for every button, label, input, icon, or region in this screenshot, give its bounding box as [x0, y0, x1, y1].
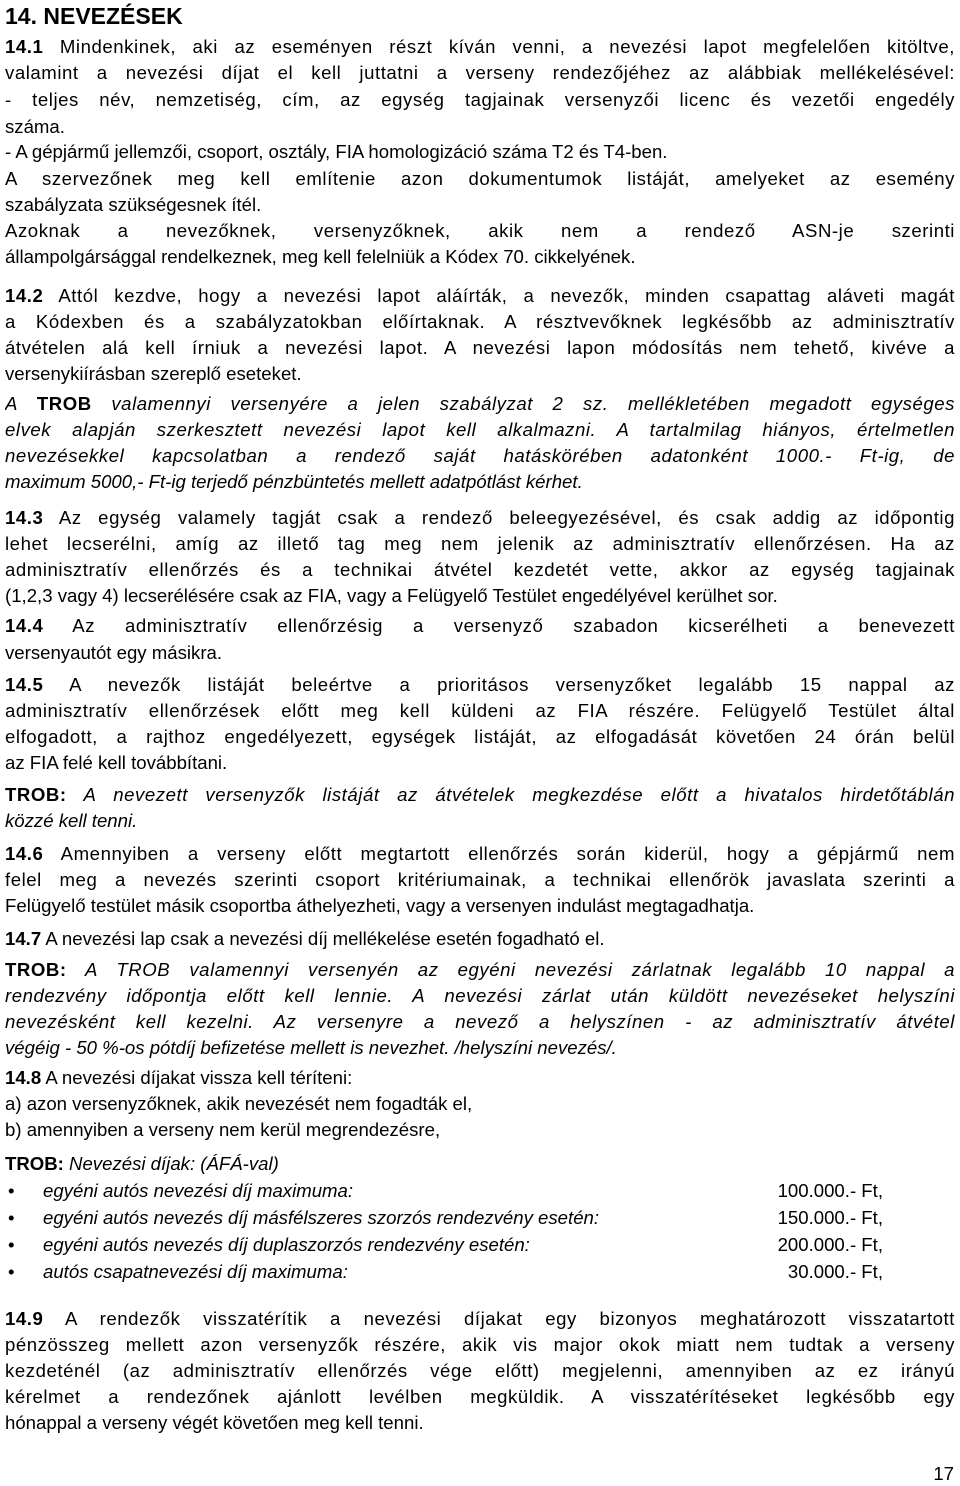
- text-line: [5, 673, 955, 697]
- bullet-icon: •: [8, 1234, 15, 1255]
- text-run: állampolgársággal rendelkeznek, meg kell felelniük a Kódex 70. cikkelyének.: [5, 246, 636, 267]
- text-run: Mindenkinek, aki az eseményen részt kíván venni, a nevezési lapot megfelelően kitöltve,: [43, 36, 955, 57]
- text-run: kezdeténél (az adminisztratív ellenőrzés vége előtt) megjelenni, amennyiben az ez irányú: [5, 1360, 955, 1381]
- text-line: [5, 193, 955, 217]
- text-run: A nevezők listáját beleértve a prioritásos versenyzőket legalább 15 nappal az: [43, 674, 955, 695]
- bold-run: 14.6: [5, 843, 44, 864]
- italic-run: Nevezési díjak: (ÁFÁ-val): [63, 1153, 279, 1174]
- italic-run: közzé kell tenni.: [5, 810, 138, 831]
- italic-run: maximum 5000,- Ft-ig terjedő pénzbüntetés mellett adatpótlást kérhet.: [5, 471, 583, 492]
- italic-run: A TROB valamennyi versenyén az egyéni nevezési zárlatnak legalább 10 nappal a: [66, 959, 955, 980]
- text-run: a Kódexben és a szabályzatokban előírtaknak. A résztvevőknek legkésőbb az adminisztratív: [5, 311, 955, 332]
- text-line: [5, 1066, 955, 1090]
- text-line: [5, 984, 955, 1008]
- text-line: [5, 699, 955, 723]
- italic-run: A nevezett versenyzők listáját az átvételek megkezdése előtt a hivatalos hirdetőtáblán: [66, 784, 955, 805]
- text-run: Attól kezdve, hogy a nevezési lapot aláírták, a nevezők, minden csapattag aláveti magát: [43, 285, 955, 306]
- text-run: átvételen alá kell írniuk a nevezési lapot. A nevezési lapon módosítás nem tehető, kivéve a: [5, 337, 955, 358]
- fee-item: [0, 1179, 960, 1203]
- text-line: [5, 1411, 955, 1435]
- text-run: valamint a nevezési díjat el kell juttatni a verseny rendezőjéhez az alábbiak mellékelésével:: [5, 62, 955, 83]
- text-line: [5, 35, 955, 59]
- text-line: [5, 641, 955, 665]
- text-run: Az egység valamely tagját csak a rendező beleegyezésével, és csak addig az időpontig: [43, 507, 955, 528]
- text-line: [5, 219, 955, 243]
- italic-run: nevezésekkel kapcsolatban a rendező saját hatáskörében adatonként 1000.- Ft-ig, de: [5, 445, 955, 466]
- text-line: [5, 362, 955, 386]
- bold-run: 14.4: [5, 615, 44, 636]
- italic-run: végéig - 50 %-os pótdíj befizetése mellett is nevezhet. /helyszíni nevezés/.: [5, 1037, 617, 1058]
- text-line: [5, 284, 955, 308]
- text-line: [5, 842, 955, 866]
- italic-run: elvek alapján szerkesztett nevezési lapot kell alkalmazni. A tartalmilag hiányos, értelmetlen: [5, 419, 955, 440]
- text-line: [5, 88, 955, 112]
- bold-run: 14.7: [5, 928, 42, 949]
- text-line: [5, 1118, 955, 1142]
- fee-amount: 100.000.- Ft,: [777, 1180, 883, 1201]
- fee-label: egyéni autós nevezés díj duplaszorzós rendezvény esetén:: [43, 1234, 530, 1255]
- text-line: [5, 506, 955, 530]
- text-run: lehet lecserélni, amíg az illető tag meg nem jelenik az adminisztratív ellenőrzésen. Ha az: [5, 533, 955, 554]
- bold-run: 14.1: [5, 36, 44, 57]
- text-line: [5, 392, 955, 416]
- text-line: [5, 532, 955, 556]
- bold-run: 14.5: [5, 674, 44, 695]
- text-run: - A gépjármű jellemzői, csoport, osztály, FIA homologizáció száma T2 és T4-ben.: [5, 141, 668, 162]
- text-line: [5, 1359, 955, 1383]
- italic-run: nevezésként kell kezelni. Az versenyre a nevező a helyszínen - az adminisztratív átvétel: [5, 1011, 955, 1032]
- section-heading: 14. NEVEZÉSEK: [5, 3, 183, 29]
- text-run: versenykiírásban szereplő eseteket.: [5, 363, 302, 384]
- text-line: [5, 584, 955, 608]
- text-run: elfogadott, a rajthoz engedélyezett, egységek listáját, az elfogadását követően 24 órán belül: [5, 726, 955, 747]
- text-line: [5, 140, 955, 164]
- fee-label: egyéni autós nevezési díj maximuma:: [43, 1180, 354, 1201]
- text-line: [5, 1152, 955, 1176]
- bold-run: TROB:: [5, 784, 67, 805]
- text-line: [5, 418, 955, 442]
- text-run: felel meg a nevezés szerinti csoport kritériumainak, a technikai ellenőrök javaslata szerinti a: [5, 869, 955, 890]
- text-line: [5, 1092, 955, 1116]
- text-run: adminisztratív ellenőrzések előtt meg kell küldeni az FIA részére. Felügyelő Testület által: [5, 700, 955, 721]
- text-run: A nevezési lap csak a nevezési díj mellékelése esetén fogadható el.: [41, 928, 605, 949]
- bold-run: TROB:: [5, 1153, 64, 1174]
- fee-amount: 30.000.- Ft,: [787, 1261, 883, 1282]
- text-line: [5, 894, 955, 918]
- text-line: [5, 558, 955, 582]
- text-line: [5, 783, 955, 807]
- text-run: a) azon versenyzőknek, akik nevezését nem fogadták el,: [5, 1093, 473, 1114]
- text-run: kérelmet a rendezőnek ajánlott levélben megküldik. A visszatérítéseket legkésőbb egy: [5, 1386, 955, 1407]
- bullet-icon: •: [8, 1207, 15, 1228]
- italic-run: A: [5, 393, 37, 414]
- text-run: A nevezési díjakat vissza kell téríteni:: [41, 1067, 353, 1088]
- text-run: száma.: [5, 116, 65, 137]
- text-run: b) amennyiben a verseny nem kerül megrendezésre,: [5, 1119, 441, 1140]
- bullet-icon: •: [8, 1180, 15, 1201]
- text-run: szabályzata szükségesnek ítél.: [5, 194, 262, 215]
- text-run: Az adminisztratív ellenőrzésig a versenyző szabadon kicserélheti a benevezett: [43, 615, 955, 636]
- text-line: [5, 61, 955, 85]
- page-number: 17: [933, 1463, 954, 1484]
- text-line: [5, 1307, 955, 1331]
- text-line: [5, 444, 955, 468]
- text-line: [5, 245, 955, 269]
- text-line: [5, 167, 955, 191]
- text-run: pénzösszeg mellett azon versenyzők részére, akik vis major okok miatt nem tudtak a verseny: [5, 1334, 955, 1355]
- bold-run: 14.9: [5, 1308, 44, 1329]
- text-line: [5, 1385, 955, 1409]
- fee-amount: 200.000.- Ft,: [777, 1234, 883, 1255]
- text-line: [5, 1333, 955, 1357]
- text-run: adminisztratív ellenőrzés és a technikai átvétel kezdetét vette, akkor az egység tagjainak: [5, 559, 955, 580]
- text-line: [5, 1010, 955, 1034]
- text-line: [5, 115, 955, 139]
- text-run: Amennyiben a verseny előtt megtartott ellenőrzés során kiderül, hogy a gépjármű nem: [43, 843, 955, 864]
- fee-label: autós csapatnevezési díj maximuma:: [43, 1261, 348, 1282]
- bold-run: 14.8: [5, 1067, 42, 1088]
- bullet-icon: •: [8, 1261, 15, 1282]
- text-line: [5, 1036, 955, 1060]
- italic-run: rendezvény időpontja előtt kell lennie. A nevezési zárlat után küldött nevezéseket helyszíni: [5, 985, 955, 1006]
- text-run: hónappal a verseny végét követően meg kell tenni.: [5, 1412, 424, 1433]
- fee-label: egyéni autós nevezés díj másfélszeres szorzós rendezvény esetén:: [43, 1207, 600, 1228]
- text-run: A rendezők visszatérítik a nevezési díjakat egy bizonyos meghatározott visszatartott: [43, 1308, 955, 1329]
- text-line: [5, 725, 955, 749]
- text-run: Azoknak a nevezőknek, versenyzőknek, akik nem a rendező ASN-je szerinti: [5, 220, 955, 241]
- text-line: [5, 470, 955, 494]
- fee-item: [0, 1206, 960, 1230]
- text-run: az FIA felé kell továbbítani.: [5, 752, 228, 773]
- text-line: [5, 958, 955, 982]
- text-run: versenyautót egy másikra.: [5, 642, 223, 663]
- text-line: [5, 927, 955, 951]
- text-line: [5, 336, 955, 360]
- text-line: [5, 310, 955, 334]
- text-run: A szervezőnek meg kell említenie azon dokumentumok listáját, amelyeket az esemény: [5, 168, 955, 189]
- italic-run: valamennyi versenyére a jelen szabályzat 2 sz. mellékletében megadott egységes: [91, 393, 955, 414]
- bold-run: TROB: [36, 393, 92, 414]
- text-line: [5, 751, 955, 775]
- text-line: [5, 868, 955, 892]
- text-line: [5, 809, 955, 833]
- bold-run: 14.2: [5, 285, 44, 306]
- text-run: - teljes név, nemzetiség, cím, az egység tagjainak versenyzői licenc és vezetői engedély: [5, 89, 955, 110]
- fee-item: [0, 1260, 960, 1284]
- bold-run: TROB:: [5, 959, 67, 980]
- text-run: Felügyelő testület másik csoportba áthelyezheti, vagy a versenyen indulást megtagadhatja.: [5, 895, 755, 916]
- text-line: [5, 614, 955, 638]
- fee-amount: 150.000.- Ft,: [777, 1207, 883, 1228]
- fee-item: [0, 1233, 960, 1257]
- text-run: (1,2,3 vagy 4) lecserélésére csak az FIA, vagy a Felügyelő Testület engedélyével kerülhet sor.: [5, 585, 778, 606]
- bold-run: 14.3: [5, 507, 44, 528]
